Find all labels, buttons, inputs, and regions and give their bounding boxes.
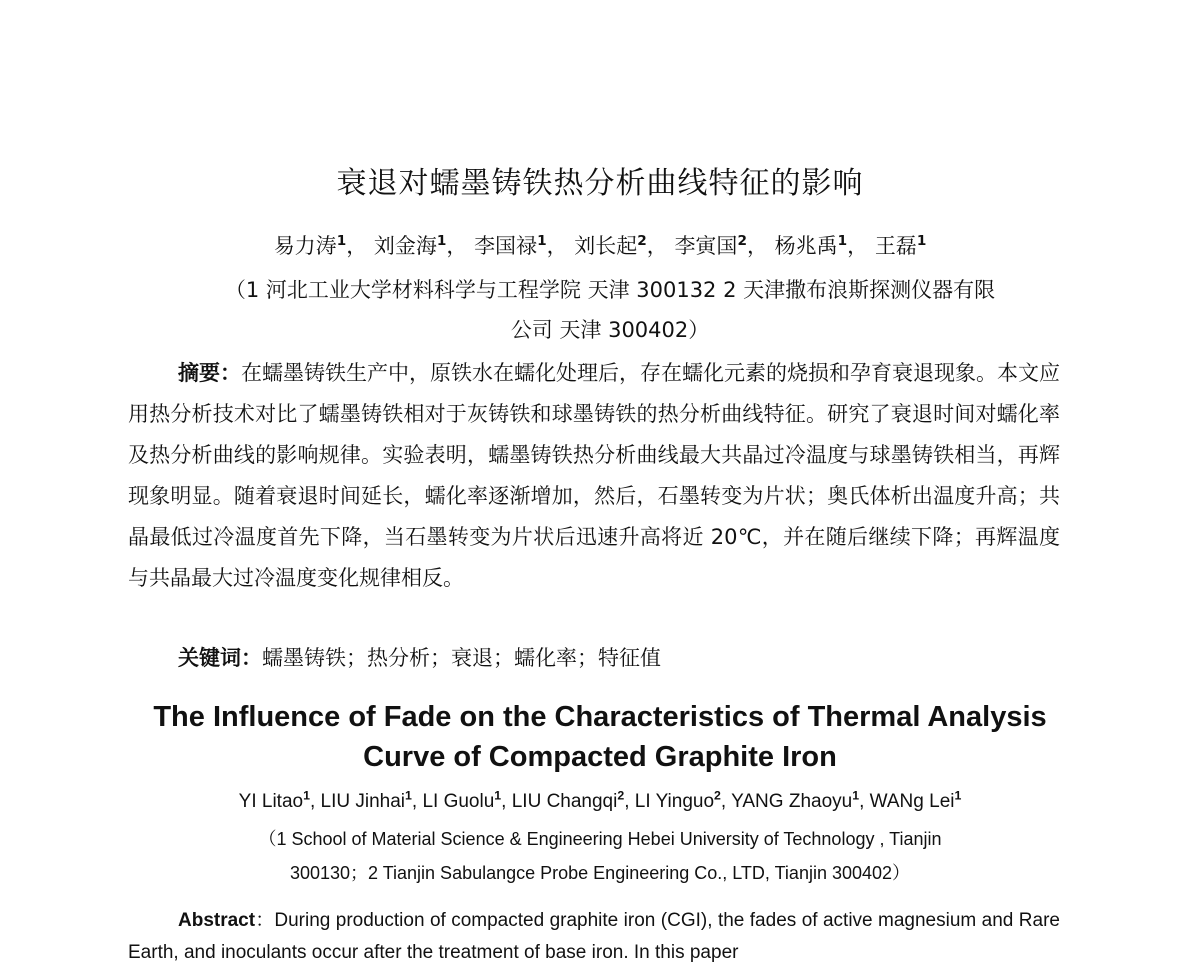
author-en: LI Guolu$^1$ xyxy=(422,788,502,812)
affiliation-marker: 2 xyxy=(637,233,647,249)
paper-title-cn: 衰退对蠕墨铸铁热分析曲线特征的影响 xyxy=(336,166,864,201)
affiliation-marker: 1 xyxy=(852,788,860,803)
author-en: WANg Lei$^1$ xyxy=(869,788,962,812)
paper-title-en-line: The Influence of Fade on the Characteristics of Thermal Analysis xyxy=(153,701,1047,733)
author-cn: 李国禄$^1$ xyxy=(474,233,547,258)
affiliation-en-line: 300130；2 Tianjin Sabulangce Probe Engineering Co., LTD, Tianjin 300402） xyxy=(289,863,911,883)
author-cn: 王磊$^1$ xyxy=(874,233,927,258)
affiliation-marker: 1 xyxy=(303,788,310,803)
keywords-cn-label: 关键词： xyxy=(178,646,262,670)
affiliation-marker: 1 xyxy=(916,233,927,249)
affiliation-marker: 2 xyxy=(737,233,747,249)
affiliation-marker: 1 xyxy=(494,788,502,803)
author-en: LIU Jinhai$^1$ xyxy=(320,788,412,812)
affiliation-cn-line: 公司 天津 300402） xyxy=(510,318,710,342)
affiliation-marker: 1 xyxy=(405,788,412,803)
abstract-en xyxy=(128,905,1060,969)
affiliation-marker: 2 xyxy=(714,788,721,803)
affiliation-marker: 1 xyxy=(954,788,962,803)
affiliation-marker: 1 xyxy=(336,233,347,249)
affiliation-marker: 2 xyxy=(617,788,625,803)
affiliation-cn xyxy=(140,270,1080,350)
abstract-cn-label: 摘要： xyxy=(178,361,241,385)
abstract-cn-text: 在蠕墨铸铁生产中，原铁水在蠕化处理后，存在蠕化元素的烧损和孕育衰退现象。本文应用热分析技术对比了蠕墨铸铁相对于灰铸铁和球墨铸铁的热分析曲线特征。研究了衰退时间对蠕化率及热分析曲线的影响规律。实验表明，蠕墨铸铁热分析曲线最大共晶过冷温度与球墨铸铁相当，再辉现象明显。随着衰退时间延长，蠕化率逐渐增加，然后，石墨转变为片状；奥氏体析出温度升高；共晶最低过冷温度首先下降，当石墨转变为片状后迅速升高将近 20℃，并在随后继续下降；再辉温度与共晶最大过冷温度变化规律相反。 xyxy=(128,361,1060,590)
author-cn: 刘金海$^1$ xyxy=(373,233,447,258)
abstract-en-text: ：During production of compacted graphite iron (CGI), the fades of active magnesium and Rare Earth, and inoculants occur after the treatment of base iron. In this paper xyxy=(128,910,1060,963)
author-list-en: YI Litao$^1$, LIU Jinhai$^1$, LI Guolu$^1$, LIU Changqi$^2$, LI Yinguo$^2$, YANG Zhaoyu$^1$, WANg Lei$^1$ xyxy=(238,788,962,812)
affiliation-en xyxy=(130,822,1070,890)
affiliation-marker: 1 xyxy=(436,233,447,249)
author-en: YI Litao$^1$ xyxy=(238,788,310,812)
abstract-en-label: Abstract xyxy=(178,910,256,931)
affiliation-marker: 1 xyxy=(537,233,547,249)
author-en: LI Yinguo$^2$ xyxy=(634,788,721,812)
paper-title-en xyxy=(100,697,1100,777)
affiliation-cn-line: （1 河北工业大学材料科学与工程学院 天津 300132 2 天津撒布浪斯探测仪器有限 xyxy=(224,278,996,302)
paper-title-en-line: Curve of Compacted Graphite Iron xyxy=(363,741,837,773)
author-cn: 李寅国$^2$ xyxy=(674,233,747,258)
author-cn: 杨兆禹$^1$ xyxy=(774,233,848,258)
keywords-cn-text: 蠕墨铸铁；热分析；衰退；蠕化率；特征值 xyxy=(262,646,661,670)
author-en: LIU Changqi$^2$ xyxy=(511,788,625,812)
author-en: YANG Zhaoyu$^1$ xyxy=(731,788,860,812)
author-list-cn: 易力涛$^1$， 刘金海$^1$， 李国禄$^1$， 刘长起$^2$， 李寅国$^2$， 杨兆禹$^1$， 王磊$^1$ xyxy=(273,233,927,258)
affiliation-en-line: （1 School of Material Science & Engineering Hebei University of Technology , Tianjin xyxy=(258,829,942,849)
keywords-cn xyxy=(178,638,1058,679)
author-cn: 易力涛$^1$ xyxy=(273,233,347,258)
affiliation-marker: 1 xyxy=(837,233,848,249)
author-cn: 刘长起$^2$ xyxy=(574,233,647,258)
abstract-cn xyxy=(128,353,1060,599)
